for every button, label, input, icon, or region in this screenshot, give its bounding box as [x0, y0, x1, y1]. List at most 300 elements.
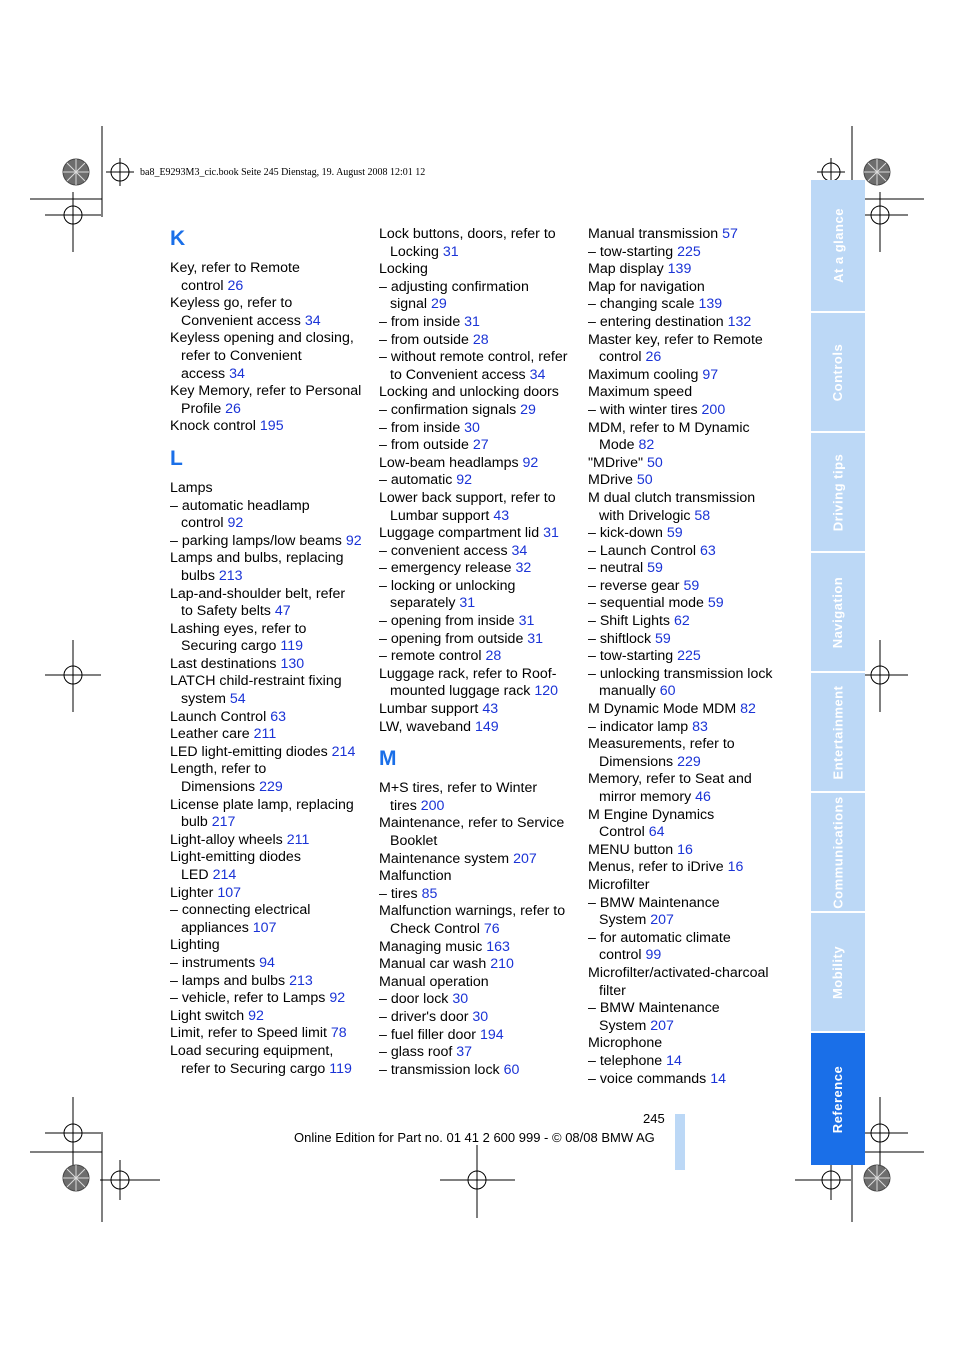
index-term: MENU button: [588, 841, 674, 858]
index-entry: [379, 525, 579, 543]
page-link[interactable]: 214: [212, 867, 237, 883]
index-entry: [379, 815, 579, 833]
index-term: – neutral: [588, 560, 644, 577]
index-entry: [588, 560, 793, 578]
page-link[interactable]: 119: [329, 1060, 352, 1077]
index-entry: [588, 244, 793, 262]
page-link[interactable]: 92: [329, 990, 346, 1007]
index-term: – instruments: [170, 954, 256, 971]
index-term: Master key, refer to Remote: [588, 331, 763, 348]
index-term: – from outside: [379, 437, 469, 454]
index-term: – fuel filler door: [379, 1026, 476, 1043]
index-entry: [588, 543, 793, 561]
index-entry: [588, 736, 793, 754]
page-link[interactable]: 107: [252, 919, 277, 936]
page-link[interactable]: 31: [442, 243, 459, 260]
index-term: Convenient access: [181, 312, 301, 329]
page-link[interactable]: 163: [486, 938, 510, 955]
index-term: Malfunction: [379, 868, 452, 885]
index-term: Lighter: [170, 884, 214, 901]
page-link[interactable]: 119: [280, 638, 304, 655]
sidebar-tab[interactable]: [811, 1033, 865, 1165]
index-entry: [588, 683, 793, 701]
sidebar-tab[interactable]: [811, 913, 865, 1031]
page-link[interactable]: 92: [456, 472, 473, 489]
index-entry: [170, 295, 370, 313]
index-entry: [170, 937, 370, 955]
page-link[interactable]: 43: [493, 507, 510, 524]
page-link[interactable]: 29: [520, 401, 536, 418]
page-link[interactable]: 58: [694, 507, 711, 524]
chapter-sidebar: [811, 180, 865, 1167]
index-term: Menus, refer to iDrive: [588, 859, 724, 876]
index-term: Memory, refer to Seat and: [588, 771, 752, 788]
page-link[interactable]: 57: [722, 226, 738, 242]
index-term: Check Control: [390, 920, 480, 937]
index-term: Mode: [599, 437, 635, 454]
index-entry: [588, 332, 793, 350]
page-link[interactable]: 27: [472, 437, 489, 454]
index-entry: [588, 314, 793, 332]
sidebar-tab[interactable]: [811, 793, 865, 911]
index-term: – door lock: [379, 991, 449, 1008]
index-term: – remote control: [379, 648, 482, 665]
page-link[interactable]: 31: [459, 595, 476, 612]
index-term: to Convenient access: [390, 366, 526, 383]
index-term: License plate lamp, replacing: [170, 796, 354, 813]
page-link[interactable]: 26: [645, 349, 662, 366]
index-entry: [379, 1062, 579, 1080]
page-link[interactable]: 31: [527, 630, 544, 647]
index-term: Key Memory, refer to Personal: [170, 383, 362, 400]
index-entry: [588, 842, 793, 860]
index-term: control: [599, 947, 642, 964]
index-term: Locking: [379, 261, 428, 278]
page-link[interactable]: 92: [227, 515, 244, 532]
index-term: – adjusting confirmation: [379, 278, 529, 295]
index-entry: [588, 824, 793, 842]
page-link[interactable]: 46: [695, 789, 711, 805]
index-term: with Drivelogic: [599, 507, 691, 524]
index-term: – confirmation signals: [379, 401, 517, 418]
section-letter: K: [170, 227, 186, 250]
index-term: – connecting electrical: [170, 902, 311, 919]
page-link[interactable]: 132: [727, 313, 752, 330]
sidebar-tab[interactable]: [811, 433, 865, 551]
index-entry: [379, 420, 579, 438]
index-term: Control: [599, 824, 645, 841]
index-term: System: [599, 1017, 647, 1034]
index-entry: [588, 1018, 793, 1036]
page-link[interactable]: 139: [698, 296, 723, 313]
index-entry: [588, 965, 793, 983]
page-link[interactable]: 78: [330, 1025, 347, 1042]
index-term: Microphone: [588, 1035, 663, 1052]
index-entry: [588, 1053, 793, 1071]
index-term: – without remote control, refer: [379, 349, 568, 366]
page-link[interactable]: 149: [474, 718, 499, 735]
page-link[interactable]: 14: [666, 1052, 682, 1069]
index-entry: [379, 472, 579, 490]
index-term: – entering destination: [588, 313, 724, 330]
page-link[interactable]: 34: [229, 365, 245, 382]
page-link[interactable]: 213: [218, 567, 243, 584]
page-link[interactable]: 194: [479, 1026, 504, 1043]
index-term: Lamps and bulbs, replacing: [170, 550, 344, 567]
index-term: – locking or unlocking: [379, 577, 516, 594]
index-entry: [379, 903, 579, 921]
sidebar-tab-label: Navigation: [830, 576, 846, 648]
sidebar-tab[interactable]: [811, 313, 865, 431]
index-entry: [379, 543, 579, 561]
index-term: – transmission lock: [379, 1061, 500, 1078]
page-link[interactable]: 59: [655, 630, 671, 647]
index-entry: [170, 973, 370, 991]
index-entry: [170, 849, 370, 867]
index-entry: [170, 621, 370, 639]
index-term: – indicator lamp: [588, 718, 689, 735]
index-entry: [170, 691, 370, 709]
page-link[interactable]: 59: [666, 525, 683, 542]
sidebar-tab-label: Reference: [830, 1065, 846, 1133]
page-link[interactable]: 14: [710, 1070, 727, 1087]
index-entry: [170, 797, 370, 815]
index-term: separately: [390, 595, 456, 612]
page-link[interactable]: 92: [248, 1007, 264, 1024]
sidebar-tab-label: Controls: [830, 343, 846, 401]
page-link[interactable]: 211: [253, 726, 277, 743]
page-link[interactable]: 92: [345, 532, 362, 549]
index-term: system: [181, 691, 226, 708]
index-term: Light switch: [170, 1007, 245, 1024]
index-entry: [170, 832, 370, 850]
sidebar-tab-label: Driving tips: [830, 453, 846, 531]
index-entry: [170, 330, 370, 348]
index-term: Light-emitting diodes: [170, 849, 301, 866]
index-entry: [379, 701, 579, 719]
page-link[interactable]: 34: [304, 312, 321, 329]
index-entry: [170, 480, 370, 498]
index-term: – automatic headlamp: [170, 497, 310, 514]
page-link[interactable]: 211: [286, 831, 310, 848]
index-term: Manual car wash: [379, 956, 487, 973]
index-term: – automatic: [379, 472, 453, 489]
index-entry: [379, 683, 579, 701]
index-term: Microfilter: [588, 876, 650, 893]
page-link[interactable]: 76: [483, 920, 500, 937]
sidebar-tab[interactable]: [811, 673, 865, 791]
page-number: 245: [643, 1111, 665, 1126]
index-entry: [379, 631, 579, 649]
index-term: Length, refer to: [170, 761, 267, 778]
index-term: Microfilter/activated-charcoal: [588, 964, 769, 981]
index-entry: [170, 673, 370, 691]
index-entry: [588, 648, 793, 666]
index-entry: [170, 638, 370, 656]
index-entry: [379, 560, 579, 578]
index-entry: [379, 437, 579, 455]
page-link[interactable]: 31: [464, 313, 480, 330]
index-entry: [170, 955, 370, 973]
index-entry: [588, 912, 793, 930]
index-term: Maximum speed: [588, 384, 693, 401]
index-term: to Safety belts: [181, 603, 271, 620]
index-term: Low-beam headlamps: [379, 454, 519, 471]
index-entry: [170, 278, 370, 296]
index-entry: [170, 586, 370, 604]
page-link[interactable]: 82: [638, 437, 655, 454]
index-term: access: [181, 365, 226, 382]
index-term: Keyless go, refer to: [170, 295, 293, 312]
index-entry: [588, 895, 793, 913]
index-term: Lock buttons, doors, refer to: [379, 226, 556, 242]
index-term: Luggage rack, refer to Roof-: [379, 665, 557, 682]
index-entry: [170, 1025, 370, 1043]
page-link[interactable]: 37: [456, 1044, 473, 1061]
index-term: Map display: [588, 261, 664, 278]
page-link[interactable]: 31: [518, 613, 535, 630]
index-term: – parking lamps/low beams: [170, 532, 342, 549]
index-term: – lamps and bulbs: [170, 972, 286, 989]
page-link[interactable]: 99: [645, 947, 662, 964]
index-entry: [379, 226, 579, 244]
index-term: Last destinations: [170, 655, 277, 672]
page-link[interactable]: 229: [677, 753, 701, 770]
index-term: Lamps: [170, 479, 213, 496]
page-link[interactable]: 30: [472, 1008, 489, 1025]
index-entry: [379, 780, 579, 798]
index-column-2: [379, 226, 579, 1079]
page-link[interactable]: 59: [683, 577, 700, 594]
index-entry: [170, 1008, 370, 1026]
index-entry: [170, 260, 370, 278]
page-link[interactable]: 85: [421, 885, 438, 902]
page-link[interactable]: 210: [490, 956, 514, 973]
section-letter: M: [379, 747, 397, 771]
index-term: Securing cargo: [181, 638, 277, 655]
page-link[interactable]: 97: [702, 366, 719, 383]
index-entry: [379, 332, 579, 350]
page-link[interactable]: 29: [431, 296, 447, 313]
index-term: Lap-and-shoulder belt, refer: [170, 585, 346, 602]
page-link[interactable]: 120: [534, 683, 559, 700]
sidebar-tab-label: Communications: [830, 795, 846, 909]
page-link[interactable]: 59: [647, 560, 663, 577]
index-term: – Launch Control: [588, 542, 697, 559]
index-term: Locking and unlocking doors: [379, 384, 559, 401]
page-link[interactable]: 83: [692, 718, 708, 735]
index-entry: [379, 939, 579, 957]
index-term: – opening from inside: [379, 613, 515, 630]
index-entry: [379, 402, 579, 420]
index-entry: [588, 807, 793, 825]
index-entry: [588, 420, 793, 438]
index-entry: [379, 367, 579, 385]
index-entry: [379, 868, 579, 886]
page-link[interactable]: 34: [511, 542, 528, 559]
index-term: refer to Securing cargo: [181, 1060, 326, 1077]
page-link[interactable]: 50: [636, 472, 653, 489]
page-link[interactable]: 200: [420, 797, 445, 814]
index-entry: [170, 867, 370, 885]
page-link[interactable]: 60: [659, 683, 676, 700]
section-letter: L: [170, 446, 183, 470]
index-entry: [170, 313, 370, 331]
index-term: LW, waveband: [379, 718, 472, 735]
page-link[interactable]: 30: [452, 991, 469, 1008]
page-link[interactable]: 28: [485, 648, 502, 665]
index-entry: [588, 719, 793, 737]
index-term: M+S tires, refer to Winter: [379, 780, 538, 797]
print-header: ba8_E9293M3_cic.book Seite 245 Dienstag, 19. August 2008 12:01 12: [140, 167, 426, 178]
index-entry: [588, 789, 793, 807]
page-link[interactable]: 34: [529, 366, 546, 383]
sidebar-tab-label: Mobility: [830, 945, 846, 999]
index-entry: [170, 885, 370, 903]
index-entry: [588, 367, 793, 385]
page-link[interactable]: 225: [677, 243, 701, 260]
index-term: – unlocking transmission lock: [588, 665, 773, 682]
page-link[interactable]: 64: [648, 824, 665, 841]
index-entry: [379, 851, 579, 869]
index-term: – shiftlock: [588, 630, 652, 647]
index-term: Knock control: [170, 418, 256, 435]
index-entry: [170, 568, 370, 586]
index-term: Managing music: [379, 938, 483, 955]
page-link[interactable]: 225: [677, 648, 701, 665]
index-entry: [170, 515, 370, 533]
page-link[interactable]: 31: [543, 525, 559, 542]
index-entry: [588, 437, 793, 455]
page-link[interactable]: 32: [515, 560, 532, 577]
page-link[interactable]: 195: [259, 418, 284, 435]
index-entry: [588, 472, 793, 490]
index-term: – Shift Lights: [588, 613, 671, 630]
index-column-1: [170, 226, 370, 1078]
page-link[interactable]: 60: [503, 1061, 520, 1078]
index-term: Maintenance, refer to Service: [379, 815, 565, 832]
index-entry: [379, 455, 579, 473]
page-link[interactable]: 63: [700, 542, 716, 559]
index-term: Light-alloy wheels: [170, 831, 283, 848]
index-entry: [588, 226, 793, 244]
index-term: – kick-down: [588, 525, 663, 542]
page-link[interactable]: 82: [740, 701, 756, 718]
index-entry: [379, 244, 579, 262]
page-link[interactable]: 47: [274, 603, 291, 620]
index-entry: [379, 666, 579, 684]
page-link[interactable]: 26: [227, 277, 244, 294]
index-term: Malfunction warnings, refer to: [379, 903, 566, 920]
index-term: – convenient access: [379, 542, 508, 559]
index-term: – tow-starting: [588, 243, 674, 260]
index-entry: [379, 798, 579, 816]
index-entry: [170, 902, 370, 920]
index-term: control: [181, 277, 224, 294]
index-entry: [170, 814, 370, 832]
page-link[interactable]: 139: [667, 261, 692, 278]
page-link[interactable]: 94: [259, 954, 275, 971]
index-entry: [588, 261, 793, 279]
page-link[interactable]: 217: [211, 814, 236, 831]
index-term: Lighting: [170, 937, 220, 954]
index-entry: [379, 314, 579, 332]
page-link[interactable]: 43: [482, 701, 499, 718]
page-link[interactable]: 63: [270, 708, 286, 725]
page-link[interactable]: 54: [229, 691, 246, 708]
page-link[interactable]: 30: [464, 419, 480, 436]
index-entry: [170, 348, 370, 366]
index-entry: [379, 613, 579, 631]
index-term: Dimensions: [181, 779, 256, 796]
index-term: mirror memory: [599, 789, 692, 805]
index-entry: [588, 402, 793, 420]
index-entry: [379, 833, 579, 851]
page-link[interactable]: 207: [513, 850, 537, 867]
page-link[interactable]: 26: [225, 400, 241, 417]
index-term: – glass roof: [379, 1044, 453, 1061]
index-term: – BMW Maintenance: [588, 894, 720, 911]
index-entry: [170, 1043, 370, 1061]
index-term: M dual clutch transmission: [588, 489, 756, 506]
index-term: – for automatic climate: [588, 929, 731, 946]
page-link[interactable]: 107: [217, 884, 242, 901]
index-term: tires: [390, 797, 417, 814]
index-entry: [170, 779, 370, 797]
page-link[interactable]: 214: [331, 743, 356, 760]
page-link[interactable]: 213: [289, 972, 313, 989]
index-entry: [379, 991, 579, 1009]
index-term: Lashing eyes, refer to: [170, 620, 307, 637]
index-entry: [588, 701, 793, 719]
index-entry: [588, 666, 793, 684]
page-link[interactable]: 62: [673, 613, 690, 630]
index-term: Leather care: [170, 726, 250, 743]
index-entry: [379, 261, 579, 279]
index-term: Measurements, refer to: [588, 736, 735, 753]
index-entry: [379, 384, 579, 402]
index-term: appliances: [181, 919, 249, 936]
page-link[interactable]: 229: [259, 779, 283, 796]
sidebar-tab[interactable]: [811, 553, 865, 671]
page-link[interactable]: 50: [646, 454, 663, 471]
index-term: – telephone: [588, 1052, 663, 1069]
page-link[interactable]: 16: [727, 859, 744, 876]
page-link[interactable]: 130: [280, 655, 305, 672]
sidebar-tab[interactable]: [811, 180, 865, 311]
index-term: – BMW Maintenance: [588, 1000, 720, 1017]
index-term: Manual transmission: [588, 226, 719, 242]
index-term: – from inside: [379, 419, 461, 436]
page-link[interactable]: 16: [677, 841, 693, 858]
footer-edition: Online Edition for Part no. 01 41 2 600 999 - © 08/08 BMW AG: [294, 1130, 655, 1145]
page-link[interactable]: 59: [707, 595, 724, 612]
page-link[interactable]: 207: [650, 912, 674, 929]
index-term: Manual operation: [379, 973, 489, 990]
index-entry: [588, 859, 793, 877]
page-link[interactable]: 28: [472, 331, 489, 348]
index-term: LATCH child-restraint fixing: [170, 673, 342, 690]
index-term: Maximum cooling: [588, 366, 699, 383]
page-link[interactable]: 92: [522, 454, 539, 471]
index-entry: [379, 595, 579, 613]
index-column-3: [588, 226, 793, 1088]
page-link[interactable]: 207: [650, 1017, 674, 1034]
index-entry: [170, 366, 370, 384]
index-entry: [379, 1027, 579, 1045]
page-link[interactable]: 200: [701, 401, 726, 418]
index-entry: [170, 533, 370, 551]
